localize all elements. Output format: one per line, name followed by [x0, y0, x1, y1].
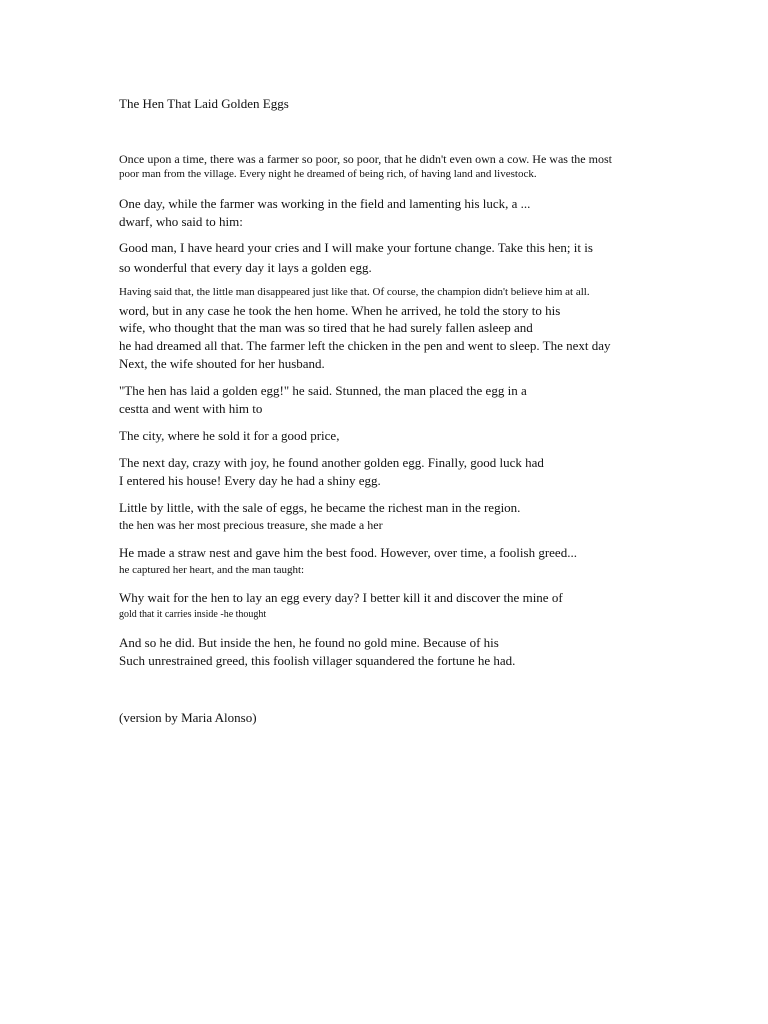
- text-line: he had dreamed all that. The farmer left the chicken in the pen and went to sleep. The next day: [119, 338, 611, 353]
- text-line: poor man from the village. Every night he dreamed of being rich, of having land and livestock.: [119, 168, 537, 180]
- text-line: Having said that, the little man disappeared just like that. Of course, the champion didn't believe him at all.: [119, 286, 590, 298]
- text-line: gold that it carries inside -he thought: [119, 609, 267, 620]
- text-line: word, but in any case he took the hen home. When he arrived, he told the story to his: [119, 303, 561, 318]
- text-line: The city, where he sold it for a good price,: [119, 428, 340, 443]
- text-line: One day, while the farmer was working in the field and lamenting his luck, a ...: [119, 196, 531, 211]
- text-line: Next, the wife shouted for her husband.: [119, 356, 325, 371]
- text-line: he captured her heart, and the man taught:: [119, 564, 305, 576]
- text-line: Good man, I have heard your cries and I will make your fortune change. Take this hen; it is: [119, 240, 593, 255]
- text-line: The next day, crazy with joy, he found another golden egg. Finally, good luck had: [119, 455, 544, 470]
- document-title: The Hen That Laid Golden Eggs: [119, 96, 289, 111]
- text-line: Little by little, with the sale of eggs, he became the richest man in the region.: [119, 500, 521, 515]
- text-line: Why wait for the hen to lay an egg every day? I better kill it and discover the mine of: [119, 590, 563, 605]
- text-line: He made a straw nest and gave him the best food. However, over time, a foolish greed...: [119, 545, 577, 560]
- text-line: cestta and went with him to: [119, 401, 263, 416]
- text-line: "The hen has laid a golden egg!" he said. Stunned, the man placed the egg in a: [119, 383, 527, 398]
- text-line: Such unrestrained greed, this foolish villager squandered the fortune he had.: [119, 653, 516, 668]
- text-line: And so he did. But inside the hen, he found no gold mine. Because of his: [119, 635, 499, 650]
- text-line: I entered his house! Every day he had a shiny egg.: [119, 473, 381, 488]
- text-line: dwarf, who said to him:: [119, 214, 243, 229]
- text-line: so wonderful that every day it lays a golden egg.: [119, 260, 372, 275]
- text-line: Once upon a time, there was a farmer so poor, so poor, that he didn't even own a cow. He was the most: [119, 152, 612, 166]
- document-credit: (version by Maria Alonso): [119, 710, 257, 725]
- text-line: the hen was her most precious treasure, she made a her: [119, 518, 383, 532]
- text-line: wife, who thought that the man was so tired that he had surely fallen asleep and: [119, 320, 533, 335]
